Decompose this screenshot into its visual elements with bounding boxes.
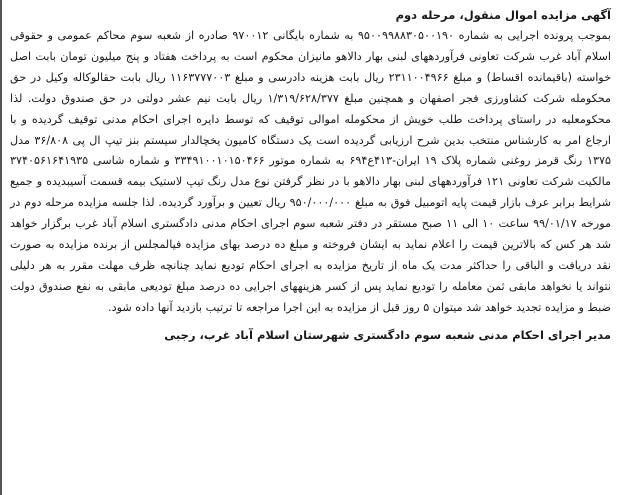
notice-signature: مدیر اجرای احکام مدنی شعبه سوم دادگستری شهرستان اسلام آباد غرب، رجبی (164, 327, 611, 342)
notice-title: آگهی مزایده اموال منقول، مرحله دوم (395, 8, 611, 22)
scan-edge (0, 0, 2, 495)
notice-body: بموجب پرونده اجرایی به شماره ۹۵۰۰۹۹۸۸۳۰۵۰۰۱۹۰ به شماره بایگانی ۹۷۰۰۱۲ صادره از شعبه سوم محاکم عمومی و حقوقی اسلام آباد غرب شرکت تعاونی فرآوردههای لبنی بهار دالاهو مانیزان محکوم است به پرداخت هفتاد و پنج میلیون تومان بابت اصل خواسته (باقیمانده اقساط) و مبلغ ۲۳۱۱۰۰۴۹۶۶ ریال بابت هزینه دادرسی و مبلغ ۱۱۶۳۷۷۷۰۰۳ ریال بابت حقالوکاله وکیل در حق محکومله شرکت کشاورزی فجر اصفهان و همچنین مبلغ ۱/۳۱۹/۶۲۸/۳۷۷ ریال بابت نیم عشر دولتی در حق صندوق دولت. لذا محکومعلیه در راستای پرداخت طلب خویش از محکومله اموالی توقیف که توسط دایره اجرای احکام مدنی توقیف گردیده و با ارجاع امر به کارشناس منتخب بدین شرح ارزیابی گردیده است یک دستگاه کامیون یخچالدار سیستم بنز تیپ ال پی ۳۶/۸۰۸ مدل ۱۳۷۵ رنگ قرمز روغنی شماره پلاک ۱۹ ایران-۴۱۳ع۶۹۴ به شماره موتور ۳۳۴۹۱۰۰۱۰۱۵۰۴۶۶ و شماره شاسی ۳۷۴۰۵۶۱۶۴۱۹۳۵ مالکیت شرکت تعاونی ۱۲۱ فرآوردههای لبنی بهار دالاهو با در نظر گرفتن نوع مدل رنگ تیپ لاستیک بیمه قسمت آسیبدیده و جمیع شرایط برابر عرف بازار قیمت پایه اتومبیل فوق به مبلغ ۹۵۰/۰۰۰/۰۰۰ ریال تعیین و برآورد گردیده. لذا جلسه مزایده مرحله دوم در مورخه ۹۹/۰۱/۱۷ ساعت ۱۰ الی ۱۱ صبح مستقر در دفتر شعبه سوم اجرای احکام مدنی دادگستری اسلام آباد غرب برگزار خواهد شد هر کس که بالاترین قیمت را اعلام نماید به ایشان فروخته و مبلغ ده درصد بهای مزایده فیالمجلس از برنده مزایده به صورت نقد دریافت و الباقی را حداکثر مدت یک ماه از تاریخ مزایده به اجرای احکام تودیع نماید چنانچه ظرف مهلت مقرر به هر دلیلی نتواند یا نخواهد مابقی ثمن معامله را تودیع نماید پس از کسر هزینههای اجرایی ده درصد مبلغ تودیعی مابقی به نفع صندوق دولت ضبط و مزایده تجدید خواهد شد میتوان ۵ روز قبل از مزایده به این اجرا مراجعه تا ترتیب بازدید آنها داده شود. (10, 29, 611, 314)
